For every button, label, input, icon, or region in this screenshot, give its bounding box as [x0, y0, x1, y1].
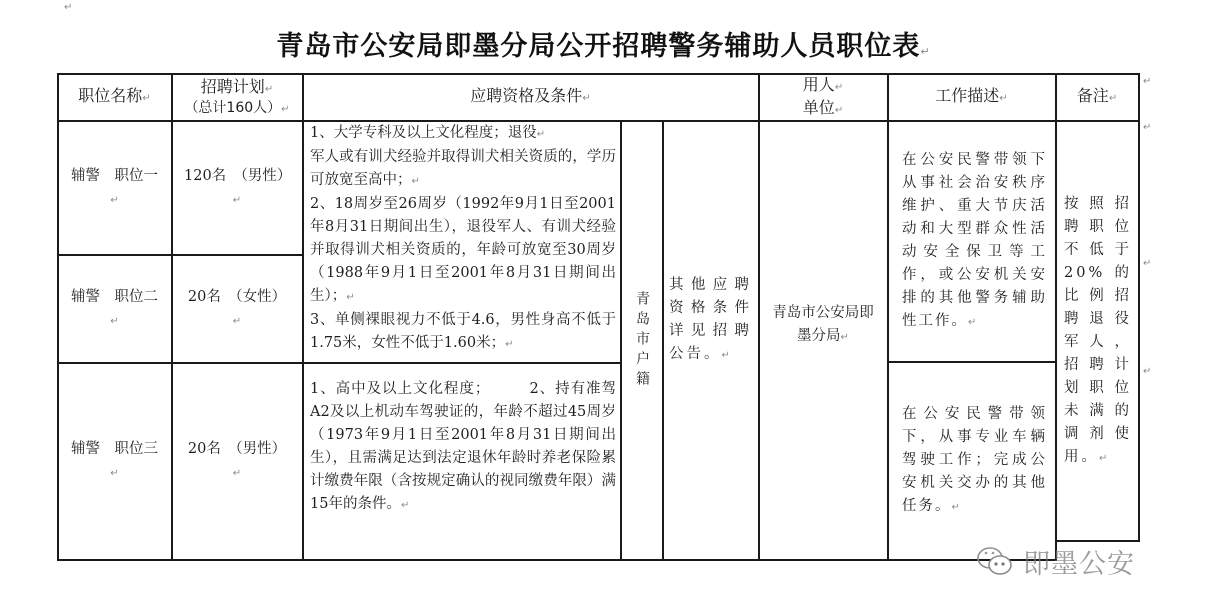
- header-job-description: 工作描述↵: [935, 86, 1008, 105]
- col-divider-2: [302, 73, 304, 561]
- qualifications-position-3: 1、高中及以上文化程度； 2、持有准驾A2及以上机动车驾驶证的，年龄不超过45周岁（1973年9月1日至2001年8月31日期间出生），且需满足达到法定退休年龄时养老保险累计缴费年限（含按规定确认的视同缴费年限）满15年的条件。↵: [310, 381, 616, 512]
- header-remarks: 备注↵: [1076, 86, 1118, 105]
- table-border-right: [1138, 73, 1140, 542]
- header-recruitment-plan: 招聘计划↵ （总计160人）↵: [184, 76, 290, 116]
- table-row-position-2: 辅警 职位二↵: [71, 288, 158, 327]
- qualifications-positions-1-2: 1、大学专科及以上文化程度；退役↵ 军人或有训犬经验并取得训犬相关资质的，学历可放宽至高中；↵ 2、18周岁至26周岁（1992年9月1日至2001年8月31日期间出生），退役军人、有训犬经验并取得训犬相关资质的，年龄可放宽至30周岁（1988年9月1日至2001年8月31日期间出生）；↵ 3、单侧裸眼视力不低于4.6，男性身高不低于1.75米，女性不低于1.60米；↵: [310, 125, 616, 351]
- job-description-positions-1-2: 在公安民警带领下从事社会治安秩序维护、重大节庆活动和大型群众性活动安全保卫等工作，或公安机关安排的其他警务辅助性工作。↵: [902, 152, 1047, 329]
- household-requirement: 青岛市户籍: [634, 290, 650, 391]
- row-end-mark: ↵: [1143, 122, 1152, 133]
- table-border-bottom: [57, 559, 1055, 561]
- header-qualifications: 应聘资格及条件↵: [470, 86, 591, 105]
- wechat-icon: [975, 545, 1017, 579]
- employer-unit: 青岛市公安局即墨分局↵: [772, 305, 874, 344]
- document-title: [0, 24, 1207, 63]
- other-requirements: 其他应聘资格条件详见招聘公告。↵: [669, 277, 752, 362]
- header-employer: 用人↵ 单位↵: [802, 74, 844, 117]
- table-row-position-1: 辅警 职位一↵: [71, 167, 158, 206]
- paragraph-mark: ↵: [64, 2, 73, 13]
- row-end-mark: ↵: [1143, 258, 1152, 269]
- header-position-name: 职位名称↵: [78, 86, 151, 105]
- watermark-text: 即墨公安: [1023, 549, 1135, 580]
- table-row-plan-2: 20名 （女性）↵: [187, 288, 287, 327]
- watermark: [975, 542, 1135, 581]
- table-row-plan-1: 120名 （男性）↵: [184, 167, 292, 206]
- row-end-mark: ↵: [1143, 76, 1152, 87]
- table-row-position-3: 辅警 职位三↵: [71, 441, 158, 479]
- table-row-plan-3: 20名 （男性）↵: [187, 441, 287, 479]
- row-end-mark: ↵: [1143, 366, 1152, 377]
- paragraph-mark: ↵: [920, 45, 931, 58]
- job-description-position-3: 在公安民警带领下，从事专业车辆驾驶工作；完成公安机关交办的其他任务。↵: [902, 406, 1047, 514]
- remarks: 按照招聘职位不低于20%的比例招聘退役军人，招聘计划职位未满的调剂使用。↵: [1064, 195, 1132, 465]
- title-text: 青岛市公安局即墨分局公开招聘警务辅助人员职位表: [276, 31, 921, 62]
